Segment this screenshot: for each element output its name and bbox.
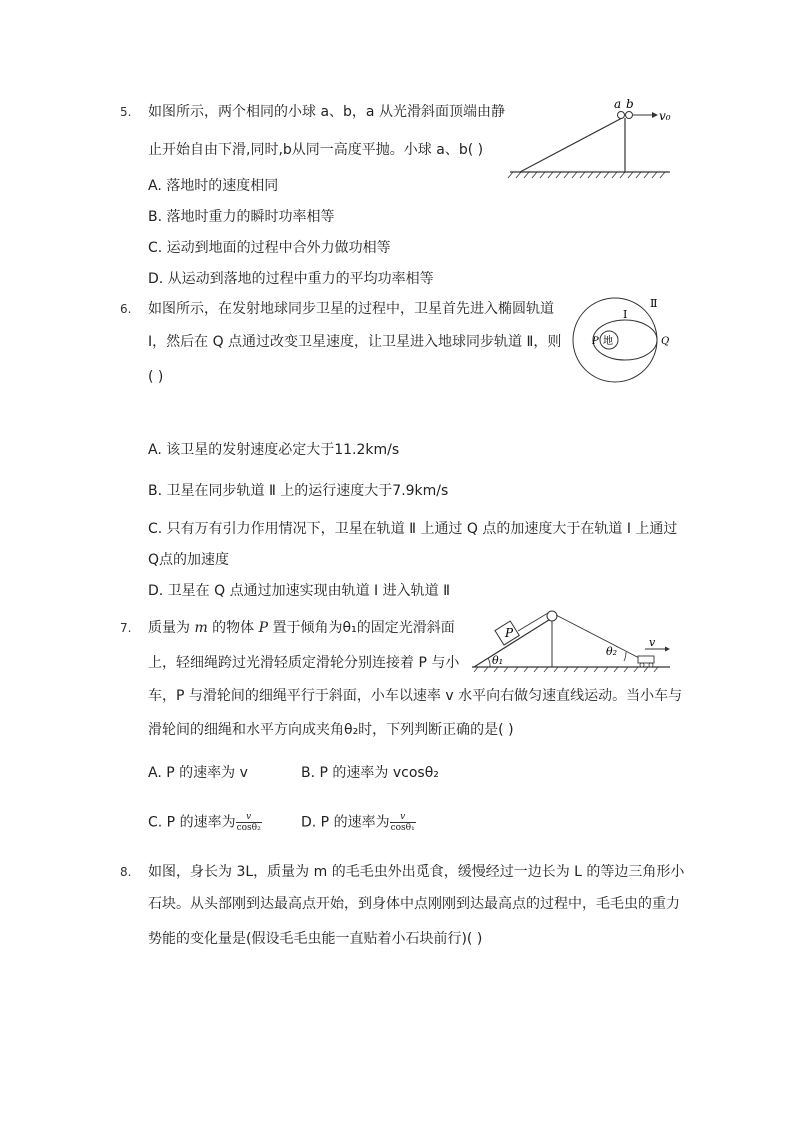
pulley-figure-q7 (468, 605, 678, 675)
option-c (148, 812, 262, 833)
fraction-numerator: v (390, 812, 416, 823)
label-II: Ⅱ (650, 297, 658, 310)
orbit-figure-q6 (565, 293, 690, 388)
text-fragment: 质量为 (148, 620, 195, 636)
fraction-denominator: cosθ₂ (236, 823, 261, 833)
option-a: A. P 的速率为 v (148, 765, 248, 781)
label-v: v (649, 636, 656, 649)
fraction-denominator: cosθ₁ (390, 823, 415, 833)
option-b: B. 卫星在同步轨道 Ⅱ 上的运行速度大于7.9km/s (148, 483, 449, 499)
option-b: B. 落地时重力的瞬时功率相等 (148, 209, 335, 225)
symbol-P: P (258, 620, 269, 636)
question-number: 8. (120, 865, 132, 879)
question-text-line: 车，P 与滑轮间的细绳平行于斜面，小车以速率 v 水平向右做匀速直线运动。当小车与 (148, 688, 683, 704)
question-text-line: 石块。从头部刚到达最高点开始，到身体中点刚刚到达最高点的过程中，毛毛虫的重力 (148, 896, 680, 912)
label-P: P (505, 626, 514, 640)
question-text-line: 滑轮间的细绳和水平方向成夹角θ₂时，下列判断正确的是( ) (148, 722, 514, 738)
label-a: a (614, 97, 622, 111)
question-text-line: ( ) (148, 369, 164, 385)
question-number: 5. (120, 105, 132, 119)
question-text-line: 如图所示，在发射地球同步卫星的过程中，卫星首先进入椭圆轨道 (148, 301, 554, 317)
question-text-line: I，然后在 Q 点通过改变卫星速度，让卫星进入地球同步轨道 Ⅱ，则 (148, 334, 562, 350)
question-number: 6. (120, 302, 132, 316)
label-earth: 地 (603, 336, 613, 347)
fraction (390, 812, 416, 833)
fraction-numerator: v (236, 812, 262, 823)
question-text-line: 如图，身长为 3L，质量为 m 的毛毛虫外出觅食，缓慢经过一边长为 L 的等边三角形小 (148, 864, 685, 880)
label-v0: v₀ (659, 109, 671, 123)
question-text-line: 上，轻细绳跨过光滑轻质定滑轮分别连接着 P 与小 (148, 655, 460, 671)
option-b: B. P 的速率为 vcosθ₂ (301, 765, 439, 781)
question-text-line: 势能的变化量是(假设毛毛虫能一直贴着小石块前行)( ) (148, 931, 483, 947)
label-theta2: θ₂ (606, 645, 618, 658)
label-Q: Q (661, 336, 670, 347)
question-text-line (148, 619, 455, 637)
pulley (547, 611, 557, 621)
ball-a (618, 112, 625, 119)
incline-figure-q5 (505, 96, 685, 186)
option-d: D. 从运动到落地的过程中重力的平均功率相等 (148, 271, 434, 287)
label-b: b (626, 97, 634, 111)
option-c: C. 运动到地面的过程中合外力做功相等 (148, 240, 391, 256)
option-c-continued: Q点的加速度 (148, 552, 230, 568)
option-text: C. P 的速率为 (148, 814, 236, 831)
option-d (301, 812, 416, 833)
cart (638, 656, 654, 663)
text-fragment: 的物体 (207, 620, 259, 636)
label-theta1: θ₁ (492, 654, 504, 667)
text-fragment: 置于倾角为θ₁的固定光滑斜面 (268, 620, 455, 636)
option-a: A. 落地时的速度相同 (148, 178, 279, 194)
option-c: C. 只有万有引力作用情况下，卫星在轨道 Ⅱ 上通过 Q 点的加速度大于在轨道 I 上通过 (148, 521, 678, 537)
question-number: 7. (120, 621, 132, 635)
question-text-line: 如图所示，两个相同的小球 a、b，a 从光滑斜面顶端由静 (148, 104, 505, 120)
question-text-line: 止开始自由下滑,同时,b从同一高度平抛。小球 a、b( ) (148, 142, 484, 158)
option-text: D. P 的速率为 (301, 814, 390, 831)
ball-b (626, 112, 633, 119)
label-I: I (623, 308, 628, 321)
label-P: P (592, 336, 599, 347)
option-d: D. 卫星在 Q 点通过加速实现由轨道 I 进入轨道 Ⅱ (148, 583, 450, 599)
option-a: A. 该卫星的发射速度必定大于11.2km/s (148, 442, 400, 458)
fraction (236, 812, 262, 833)
symbol-m: m (194, 620, 208, 636)
